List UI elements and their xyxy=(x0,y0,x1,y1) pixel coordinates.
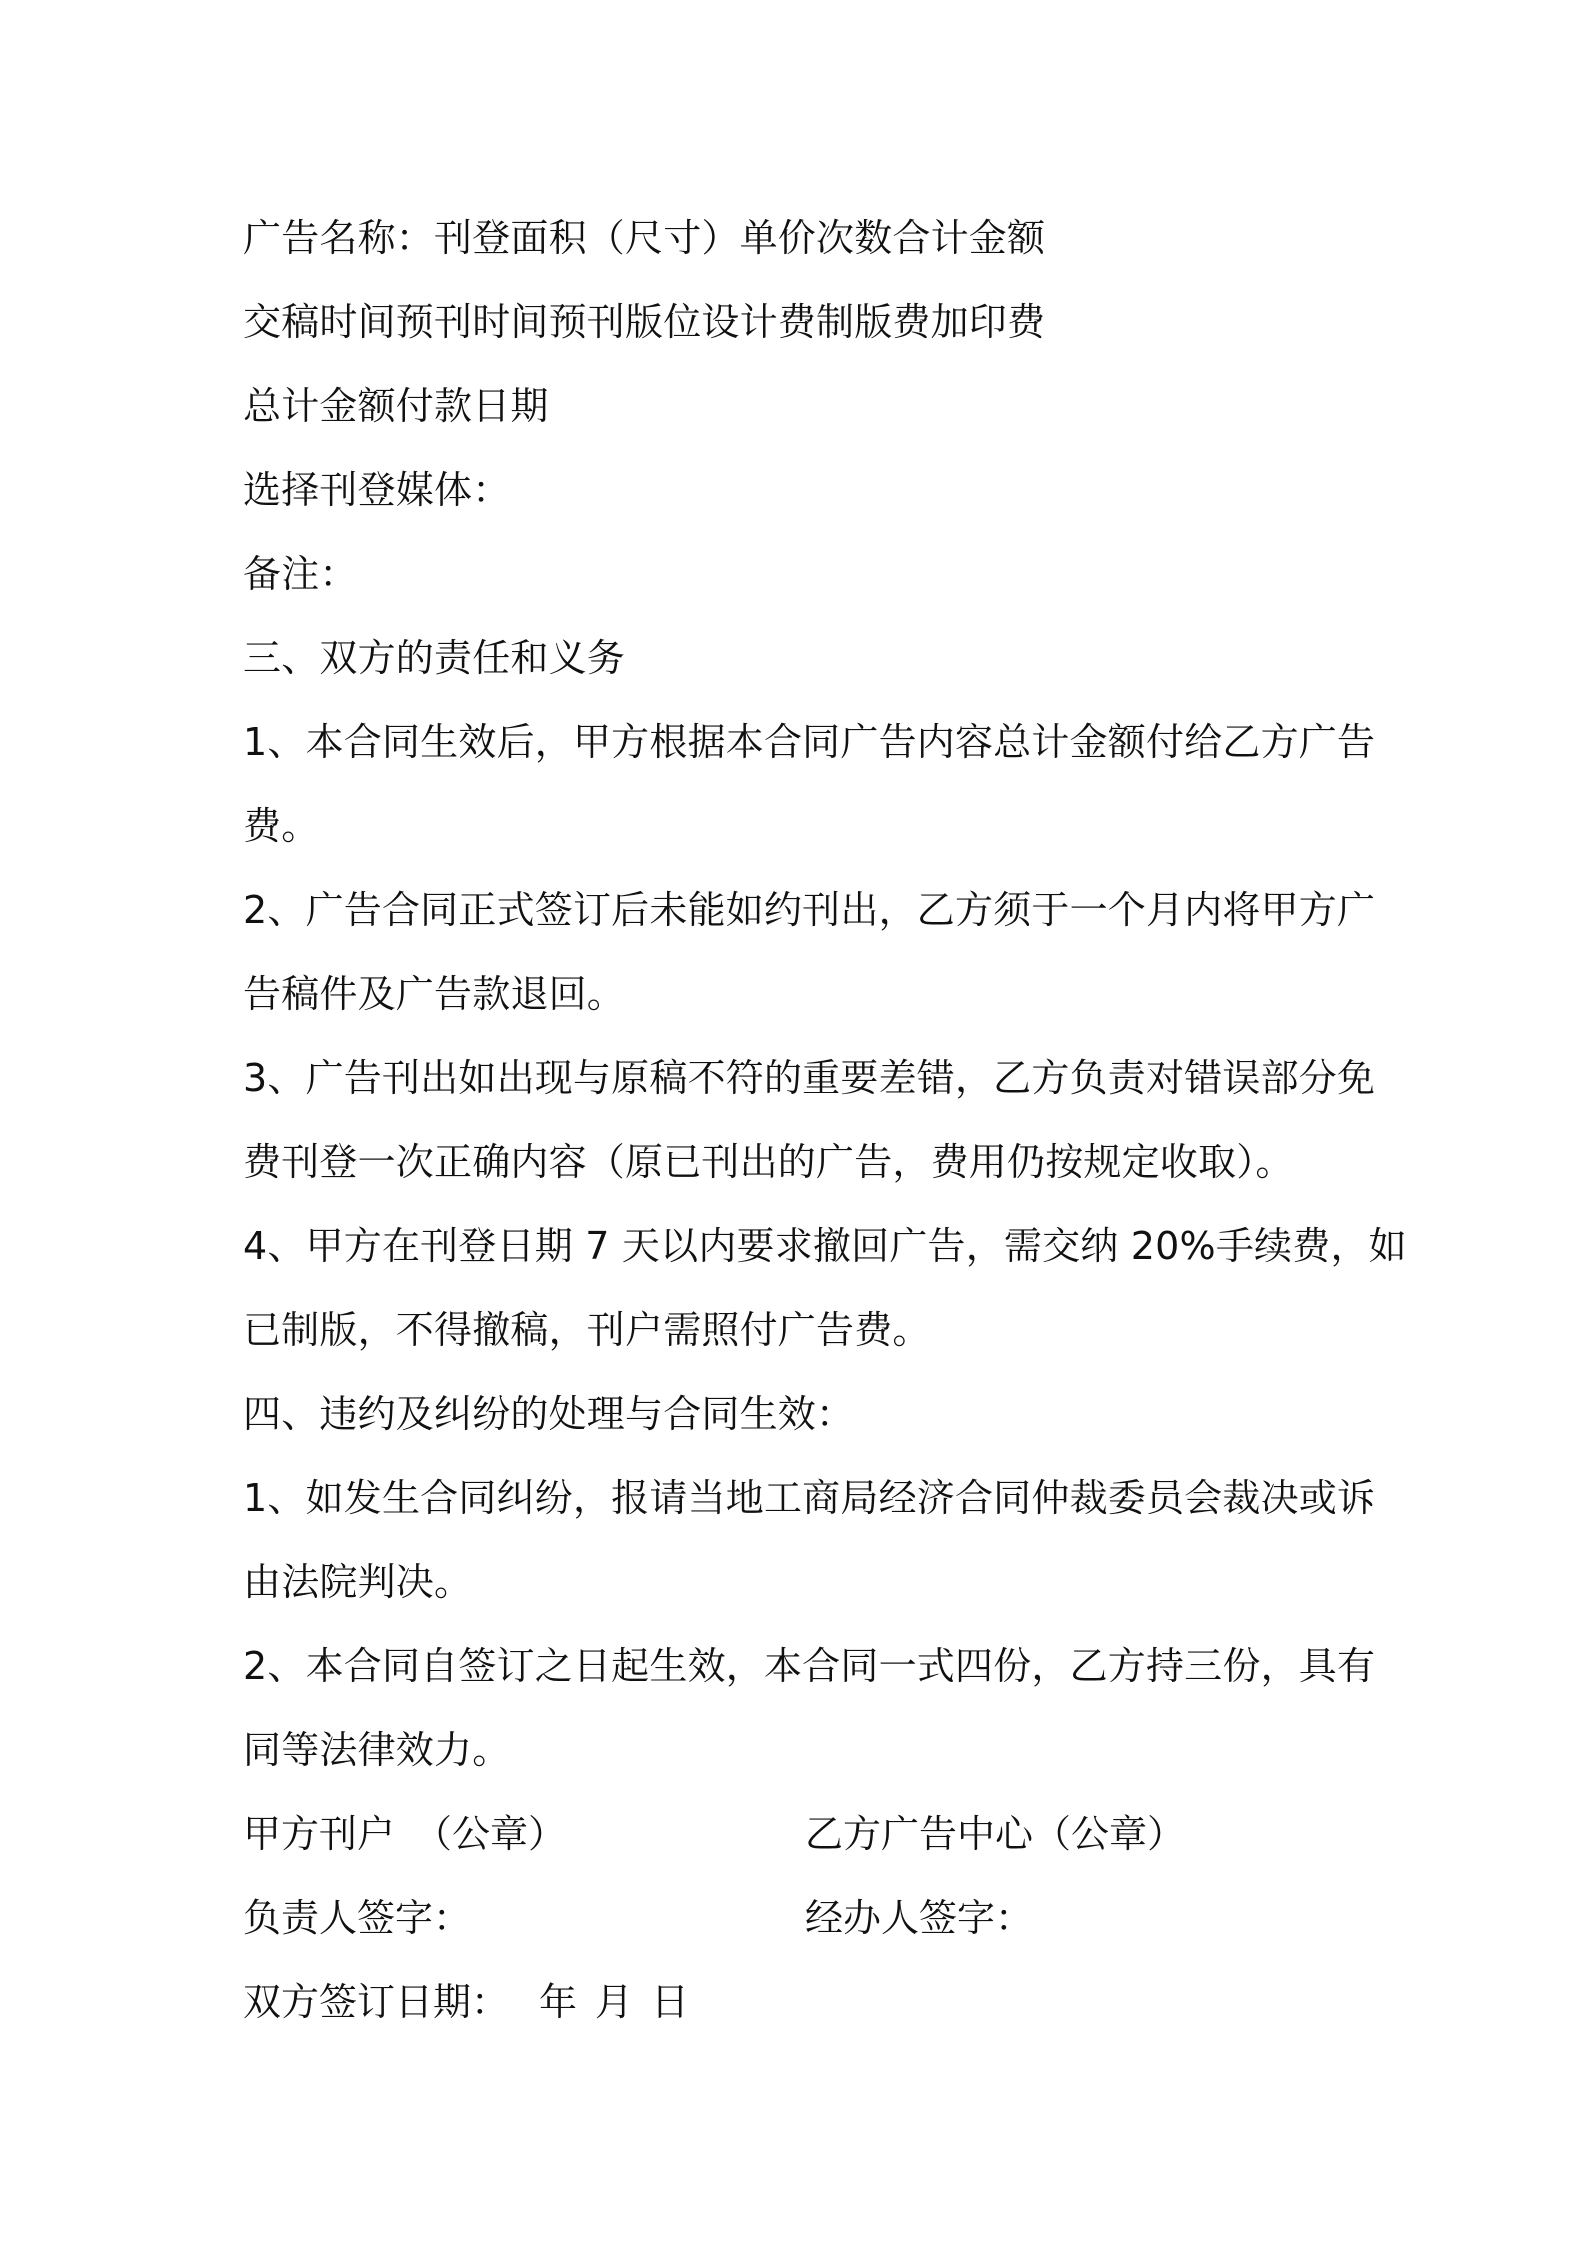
clause-3-3-line-2: 费刊登一次正确内容（原已刊出的广告，费用仍按规定收取）。 xyxy=(243,1140,1294,1184)
party-b-seal: 乙方广告中心（公章） xyxy=(805,1812,1186,1856)
clause-3-1-line-2: 费。 xyxy=(243,804,320,848)
signing-date-label: 双方签订日期： xyxy=(243,1980,510,2024)
clause-3-3-line-1: 3、广告刊出如出现与原稿不符的重要差错，乙方负责对错误部分免 xyxy=(243,1056,1376,1100)
handler-signature-label: 经办人签字： xyxy=(805,1896,1034,1940)
month-label: 月 xyxy=(595,1980,634,2024)
remarks-line: 备注： xyxy=(243,552,358,596)
clause-4-1-line-2: 由法院判决。 xyxy=(243,1560,473,1604)
contract-body xyxy=(243,196,1407,2044)
clause-3-2-line-1: 2、广告合同正式签订后未能如约刊出，乙方须于一个月内将甲方广 xyxy=(243,888,1376,932)
clause-4-2-line-2: 同等法律效力。 xyxy=(243,1728,511,1772)
clause-4-2-line-1: 2、本合同自签订之日起生效，本合同一式四份，乙方持三份，具有 xyxy=(243,1644,1376,1688)
day-label: 日 xyxy=(651,1980,690,2024)
party-a-seal: 甲方刊户 （公章） xyxy=(243,1812,567,1856)
signing-date-row xyxy=(243,1960,1358,2044)
clause-3-2-line-2: 告稿件及广告款退回。 xyxy=(243,972,626,1016)
year-label: 年 xyxy=(539,1980,578,2024)
ad-fields-line-2: 交稿时间预刊时间预刊版位设计费制版费加印费 xyxy=(243,300,1046,344)
media-selection-line: 选择刊登媒体： xyxy=(243,468,511,512)
signer-row xyxy=(243,1876,1358,1960)
clause-3-1-line-1: 1、本合同生效后，甲方根据本合同广告内容总计金额付给乙方广告 xyxy=(243,720,1376,764)
clause-4-1-line-1: 1、如发生合同纠纷，报请当地工商局经济合同仲裁委员会裁决或诉 xyxy=(243,1476,1376,1520)
section-4-heading: 四、违约及纠纷的处理与合同生效： xyxy=(243,1392,855,1436)
section-3-heading: 三、双方的责任和义务 xyxy=(243,636,626,680)
party-seal-row xyxy=(243,1792,1358,1876)
ad-fields-line-3: 总计金额付款日期 xyxy=(243,384,549,428)
clause-3-4-line-1: 4、甲方在刊登日期 7 天以内要求撤回广告，需交纳 20%手续费，如 xyxy=(243,1224,1407,1268)
ad-fields-line-1: 广告名称：刊登面积（尺寸）单价次数合计金额 xyxy=(243,216,1046,260)
clause-3-4-line-2: 已制版，不得撤稿，刊户需照付广告费。 xyxy=(243,1308,931,1352)
responsible-signature-label: 负责人签字： xyxy=(243,1896,472,1940)
